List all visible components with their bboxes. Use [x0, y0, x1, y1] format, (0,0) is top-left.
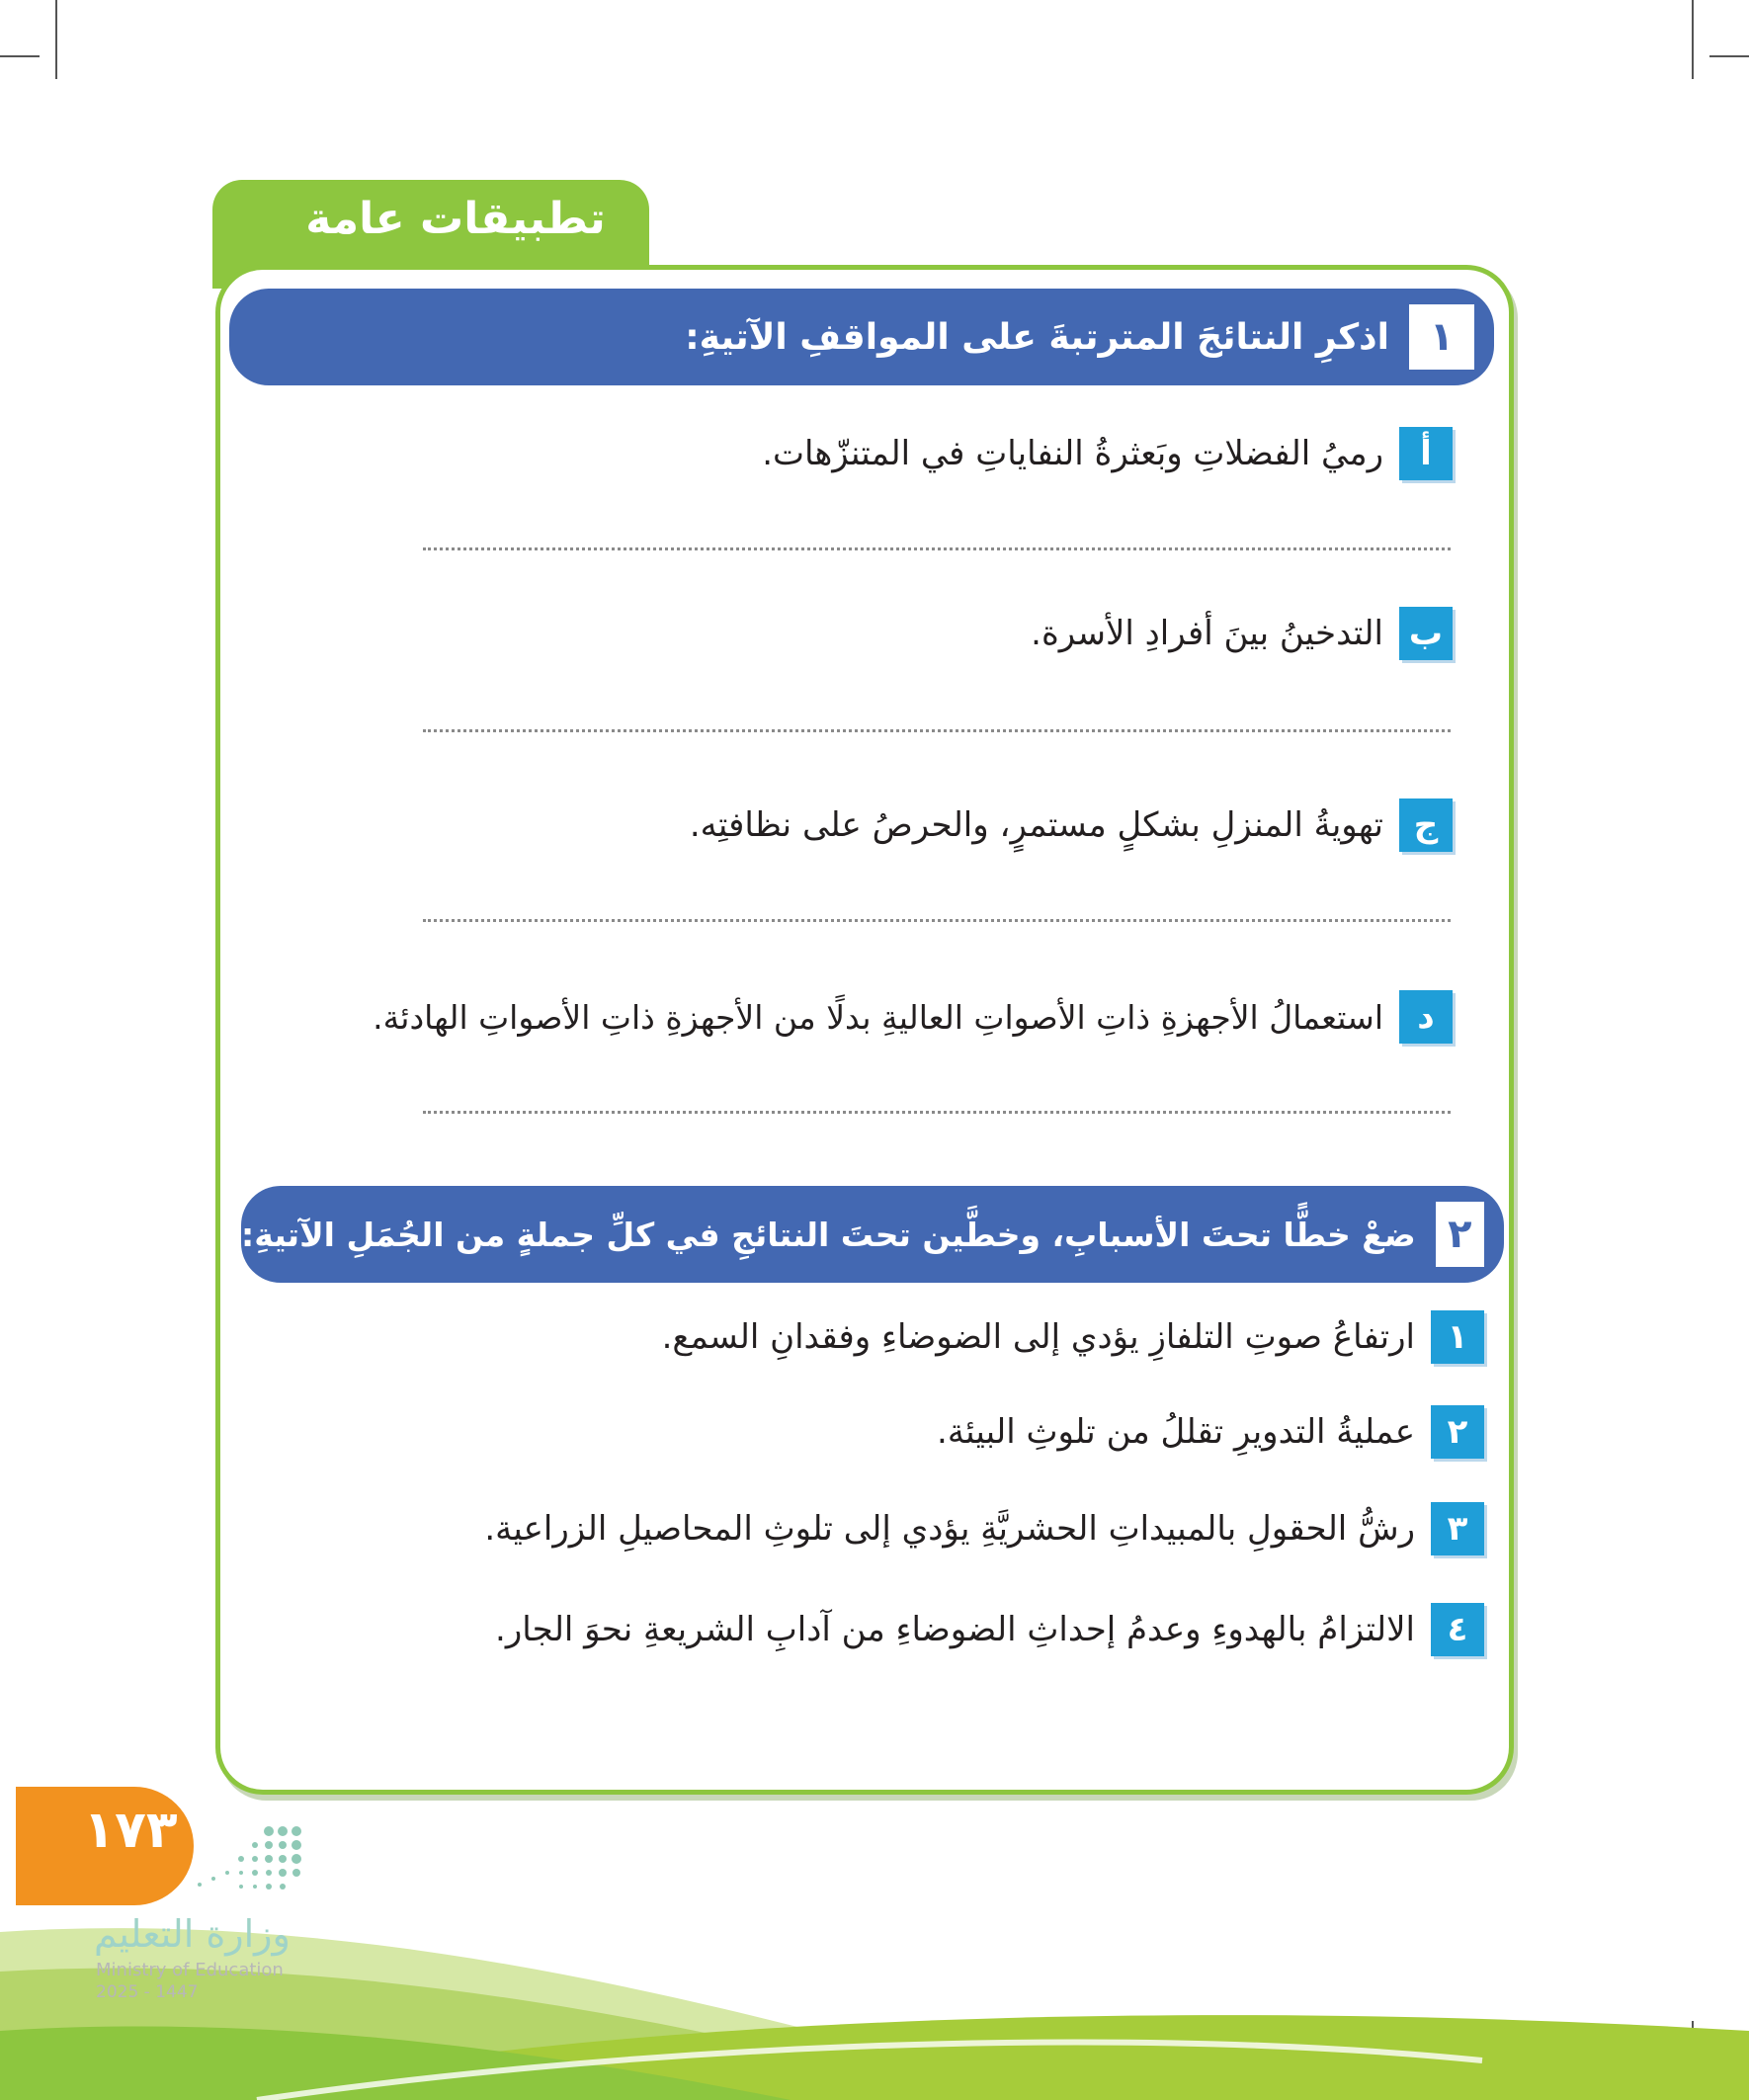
crop-mark	[0, 55, 40, 57]
question-1-number: ١	[1409, 304, 1474, 370]
ministry-logo-icon	[148, 1823, 306, 1902]
item-letter-badge: أ	[1399, 427, 1453, 480]
question-2-bar	[241, 1186, 1504, 1283]
question-2-item-2	[937, 1405, 1484, 1459]
question-2-item-3	[484, 1502, 1484, 1555]
question-2-item-4	[495, 1603, 1484, 1656]
question-1-item-a	[762, 427, 1453, 480]
item-number-badge: ٤	[1431, 1603, 1484, 1656]
question-2-item-1	[662, 1310, 1484, 1364]
answer-line[interactable]	[423, 1111, 1451, 1114]
question-1-text: اذكرِ النتائجَ المترتبةَ على المواقفِ الآتيةِ:	[685, 316, 1389, 358]
item-text: التدخينُ بينَ أفرادِ الأسرة.	[1031, 614, 1383, 653]
item-text: عمليةُ التدويرِ تقللُ من تلوثِ البيئة.	[937, 1412, 1415, 1452]
answer-line[interactable]	[423, 919, 1451, 922]
item-letter-badge: ج	[1399, 798, 1453, 852]
item-letter-badge: د	[1399, 990, 1453, 1044]
item-number-badge: ٣	[1431, 1502, 1484, 1555]
item-number-badge: ٢	[1431, 1405, 1484, 1459]
question-2-number: ٢	[1436, 1202, 1484, 1267]
crop-mark	[55, 0, 57, 79]
crop-mark	[1709, 55, 1749, 57]
crop-mark	[1692, 0, 1694, 79]
question-1-bar	[229, 289, 1494, 385]
item-number-badge: ١	[1431, 1310, 1484, 1364]
answer-line[interactable]	[423, 547, 1451, 550]
item-text: رميُ الفضلاتِ وبَعثرةُ النفاياتِ في المتنزّهات.	[762, 434, 1383, 473]
question-1-item-d	[373, 990, 1453, 1044]
item-letter-badge: ب	[1399, 607, 1453, 660]
item-text: الالتزامُ بالهدوءِ وعدمُ إحداثِ الضوضاءِ من آدابِ الشريعةِ نحوَ الجار.	[495, 1610, 1415, 1649]
question-1-item-b	[1031, 607, 1453, 660]
item-text: رشُّ الحقولِ بالمبيداتِ الحشريَّةِ يؤدي إلى تلوثِ المحاصيلِ الزراعية.	[484, 1509, 1415, 1549]
item-text: تهويةُ المنزلِ بشكلٍ مستمرٍ، والحرصُ على نظافتِه.	[689, 805, 1383, 845]
page-number: ١٧٣	[83, 1801, 178, 1860]
ministry-name-english: Ministry of Education	[96, 1960, 284, 1980]
answer-line[interactable]	[423, 729, 1451, 732]
question-1-item-c	[690, 798, 1453, 852]
ministry-name-arabic: وزارة التعليم	[94, 1912, 291, 1956]
question-2-text: ضعْ خطًّا تحتَ الأسبابِ، وخطَّين تحتَ النتائجِ في كلِّ جملةٍ من الجُمَلِ الآتيةِ:	[241, 1215, 1416, 1254]
item-text: ارتفاعُ صوتِ التلفازِ يؤدي إلى الضوضاءِ وفقدانِ السمع.	[661, 1317, 1415, 1357]
item-text: استعمالُ الأجهزةِ ذاتِ الأصواتِ العاليةِ بدلًا من الأجهزةِ ذاتِ الأصواتِ الهادئة.	[373, 997, 1383, 1037]
section-title: تطبيقات عامة	[305, 194, 606, 244]
edition-year: 2025 - 1447	[96, 1982, 199, 2002]
